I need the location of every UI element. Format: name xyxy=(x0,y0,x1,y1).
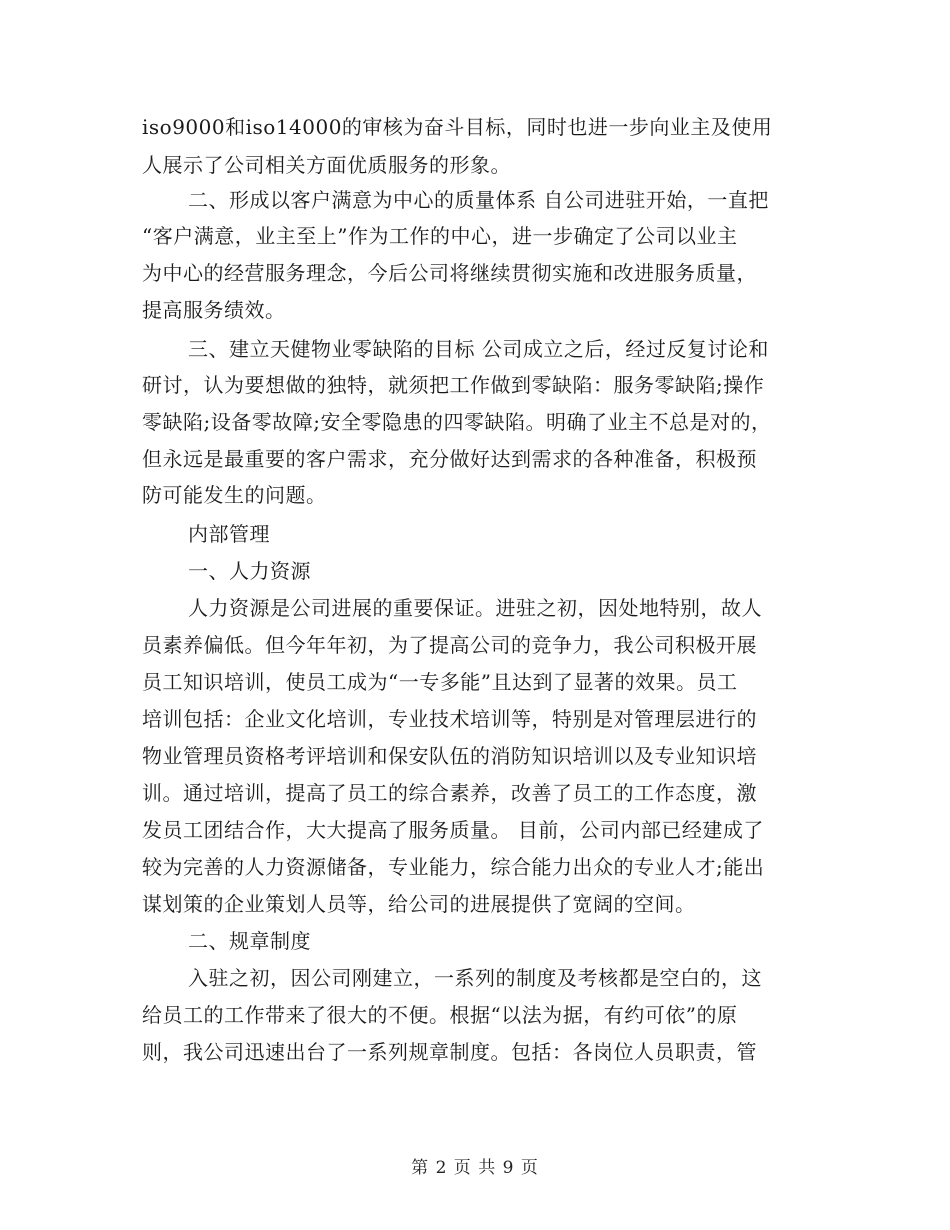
text-line: 为中心的经营服务理念，今后公司将继续贯彻实施和改进服务质量， xyxy=(142,261,757,285)
text-line: 员工知识培训，使员工成为“一专多能”且达到了显著的效果。员工 xyxy=(142,670,738,694)
text-line: 给员工的工作带来了很大的不便。根据“以法为据，有约可依”的原 xyxy=(142,1003,738,1027)
text-line: 发员工团结合作，大大提高了服务质量。 目前，公司内部已经建成了 xyxy=(142,818,764,842)
page-number-footer: 第 2 页 共 9 页 xyxy=(411,1158,539,1178)
text-line: 人展示了公司相关方面优质服务的形象。 xyxy=(142,153,511,177)
text-line: 谋划策的企业策划人员等，给公司的进展提供了宽阔的空间。 xyxy=(142,892,696,916)
section-heading: 内部管理 xyxy=(188,522,270,546)
text-line: 防可能发生的问题。 xyxy=(142,483,327,507)
text-line: 但永远是最重要的客户需求，充分做好达到需求的各种准备，积极预 xyxy=(142,447,757,471)
text-line: 员素养偏低。但今年年初，为了提高公司的竞争力，我公司积极开展 xyxy=(142,633,757,657)
text-line: 入驻之初，因公司刚建立，一系列的制度及考核都是空白的，这 xyxy=(188,966,762,990)
text-line: 培训包括：企业文化培训，专业技术培训等，特别是对管理层进行的 xyxy=(142,707,757,731)
text-line: “客户满意，业主至上”作为工作的中心，进一步确定了公司以业主 xyxy=(142,224,738,248)
section-heading: 一、人力资源 xyxy=(188,559,311,583)
text-line: 三、建立天健物业零缺陷的目标 公司成立之后，经过反复讨论和 xyxy=(188,337,769,361)
text-line: 人力资源是公司进展的重要保证。进驻之初，因处地特别，故人 xyxy=(188,596,762,620)
text-line: 物业管理员资格考评培训和保安队伍的消防知识培训以及专业知识培 xyxy=(142,744,757,768)
text-line: 较为完善的人力资源储备，专业能力，综合能力出众的专业人才;能出 xyxy=(142,855,765,879)
text-line: 则，我公司迅速出台了一系列规章制度。包括：各岗位人员职责，管 xyxy=(142,1040,757,1064)
text-line: 研讨，认为要想做的独特，就须把工作做到零缺陷：服务零缺陷;操作 xyxy=(142,373,765,397)
text-line: 二、形成以客户满意为中心的质量体系 自公司进驻开始，一直把 xyxy=(188,188,769,212)
text-line: iso9000和iso14000的审核为奋斗目标，同时也进一步向业主及使用 xyxy=(142,115,773,139)
text-line: 提高服务绩效。 xyxy=(142,298,286,322)
text-line: 零缺陷;设备零故障;安全零隐患的四零缺陷。明确了业主不总是对的， xyxy=(142,410,772,434)
section-heading: 二、规章制度 xyxy=(188,929,311,953)
text-line: 训。通过培训，提高了员工的综合素养，改善了员工的工作态度，激 xyxy=(142,781,757,805)
